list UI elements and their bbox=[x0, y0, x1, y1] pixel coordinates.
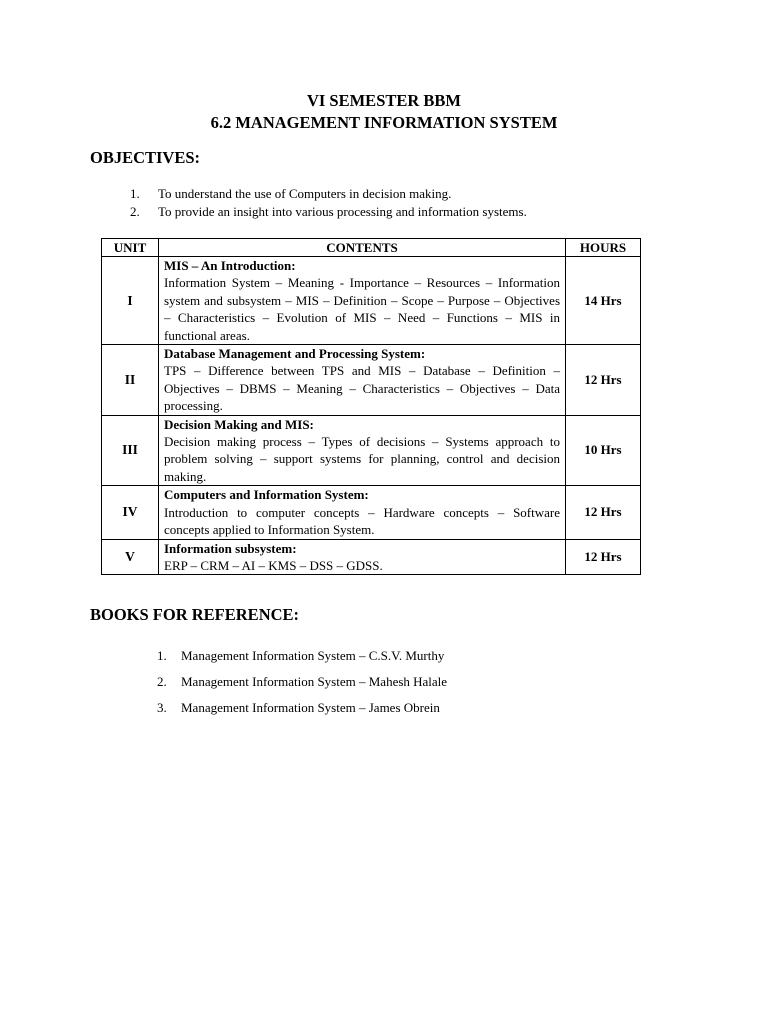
unit-hours: 12 Hrs bbox=[566, 486, 641, 539]
unit-body: Information System – Meaning - Importance – Resources – Information system and subsystem – MIS – Definition – Scope – Purpose – Objectives – Characteristics – Evolution of MIS – Need – Functions – MIS in functional areas. bbox=[164, 275, 560, 343]
table-row bbox=[102, 257, 641, 345]
unit-body: Decision making process – Types of decisions – Systems approach to problem solving – support systems for planning, control and decision making. bbox=[164, 434, 560, 484]
book-number: 1. bbox=[157, 648, 167, 663]
book-item bbox=[157, 643, 447, 669]
book-text: Management Information System – Mahesh Halale bbox=[181, 674, 448, 689]
unit-hours: 10 Hrs bbox=[566, 415, 641, 486]
unit-body: ERP – CRM – AI – KMS – DSS – GDSS. bbox=[164, 557, 383, 573]
unit-number: V bbox=[102, 539, 159, 575]
unit-contents bbox=[159, 486, 566, 539]
objective-text: To understand the use of Computers in decision making. bbox=[158, 186, 452, 201]
unit-body: TPS – Difference between TPS and MIS – Database – Definition – Objectives – DBMS – Meaning – Characteristics – Objectives – Data processing. bbox=[164, 363, 560, 414]
unit-hours: 14 Hrs bbox=[566, 257, 641, 345]
unit-body: Introduction to computer concepts – Hardware concepts – Software concepts applied to Information System. bbox=[164, 504, 560, 538]
document-title-block bbox=[0, 90, 768, 134]
objective-item bbox=[130, 185, 527, 203]
unit-title: Computers and Information System: bbox=[164, 487, 369, 503]
unit-contents bbox=[159, 539, 566, 575]
objectives-heading: OBJECTIVES: bbox=[90, 148, 201, 167]
unit-contents bbox=[159, 415, 566, 486]
objectives-list bbox=[130, 185, 527, 221]
unit-title: Information subsystem: bbox=[164, 540, 297, 556]
objective-number: 2. bbox=[130, 204, 140, 219]
book-text: Management Information System – James Obrein bbox=[181, 700, 440, 715]
unit-title: MIS – An Introduction: bbox=[164, 258, 296, 273]
book-text: Management Information System – C.S.V. Murthy bbox=[181, 648, 445, 663]
unit-contents bbox=[159, 257, 566, 345]
objective-item bbox=[130, 203, 527, 221]
contents-column-header: CONTENTS bbox=[159, 239, 566, 257]
semester-title: VI SEMESTER BBM bbox=[306, 91, 462, 110]
unit-number: II bbox=[102, 345, 159, 416]
books-heading: BOOKS FOR REFERENCE: bbox=[90, 605, 300, 624]
unit-title: Database Management and Processing System: bbox=[164, 346, 426, 362]
unit-title: Decision Making and MIS: bbox=[164, 416, 314, 432]
book-number: 2. bbox=[157, 674, 167, 689]
unit-contents bbox=[159, 345, 566, 416]
hours-column-header: HOURS bbox=[566, 239, 641, 257]
table-row bbox=[102, 415, 641, 486]
unit-column-header: UNIT bbox=[102, 239, 159, 257]
table-header-row bbox=[102, 239, 641, 257]
syllabus-table bbox=[101, 238, 641, 575]
table-row bbox=[102, 539, 641, 575]
book-item bbox=[157, 695, 447, 721]
course-title: 6.2 MANAGEMENT INFORMATION SYSTEM bbox=[210, 113, 558, 132]
unit-number: IV bbox=[102, 486, 159, 539]
books-list bbox=[157, 643, 447, 721]
unit-hours: 12 Hrs bbox=[566, 345, 641, 416]
table-row bbox=[102, 345, 641, 416]
objective-number: 1. bbox=[130, 186, 140, 201]
unit-number: III bbox=[102, 415, 159, 486]
book-item bbox=[157, 669, 447, 695]
book-number: 3. bbox=[157, 700, 167, 715]
objective-text: To provide an insight into various processing and information systems. bbox=[158, 204, 527, 219]
table-row bbox=[102, 486, 641, 539]
unit-number: I bbox=[102, 257, 159, 345]
unit-hours: 12 Hrs bbox=[566, 539, 641, 575]
